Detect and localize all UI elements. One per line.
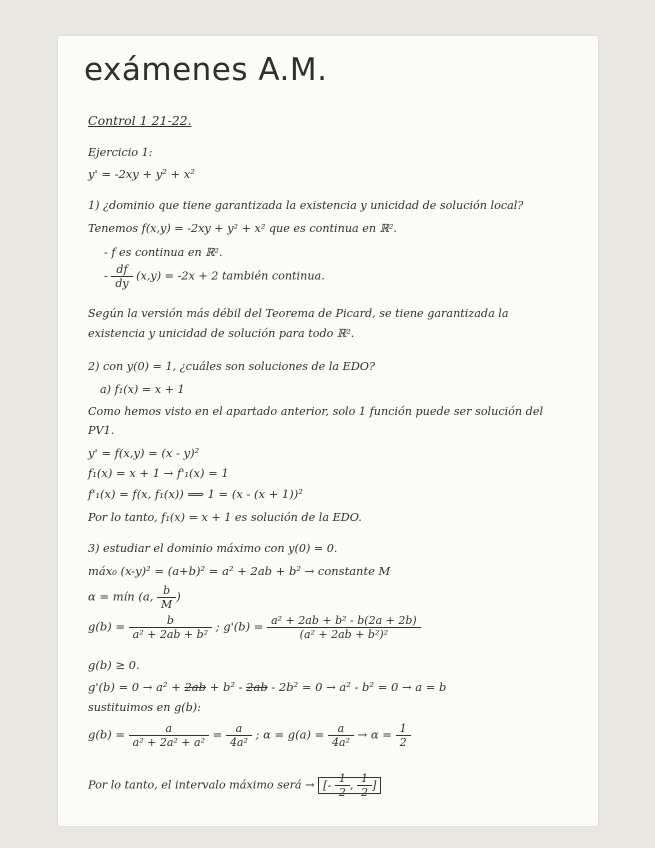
max-bound-line: máx₀ (x-y)² = (a+b)² = a² + 2ab + b² → constante M xyxy=(88,564,391,578)
question-2: 2) con y(0) = 1, ¿cuáles son soluciones de la EDO? xyxy=(88,360,375,373)
bullet-f-continuous: - f es continua en ℝ². xyxy=(104,246,223,259)
picard-line-1: Según la versión más débil del Teorema de Picard, se tiene garantizada la xyxy=(88,307,509,320)
substitution-check: f'₁(x) = f(x, f₁(x)) ⟹ 1 = (x - (x + 1))² xyxy=(88,487,303,501)
alpha-fraction: $\frac{a}{\text{4a²}}$ xyxy=(328,722,354,749)
ode-equation: y' = -2xy + y² + x² xyxy=(88,167,195,181)
g-fraction: $\frac{b}{\text{a² + 2ab + b²}}$ xyxy=(129,614,212,641)
g-prime-fraction: $\frac{\text{a² + 2ab + b² - b(2a + 2b)}}{\text{(a² + 2ab + b²)²}}$ xyxy=(267,614,421,641)
option-a: a) f₁(x) = x + 1 xyxy=(100,383,185,396)
line-f-continuous: Tenemos f(x,y) = -2xy + y² + x² que es continua en ℝ². xyxy=(88,222,397,235)
explanation-line-1: Como hemos visto en el apartado anterior, solo 1 función puede ser solución del xyxy=(88,405,544,418)
partial-derivative-fraction: $\frac{df}{dy}$ xyxy=(111,263,132,290)
exercise-heading: Ejercicio 1: xyxy=(88,146,153,159)
picard-line-2: existencia y unicidad de solución para todo ℝ². xyxy=(88,327,355,340)
partial-derivative-line: - $\frac{df}{dy}$ (x,y) = -2x + 2 también continua. xyxy=(104,263,325,290)
explanation-line-2: PV1. xyxy=(88,424,115,437)
conclusion-2: Por lo tanto, f₁(x) = x + 1 es solución de la EDO. xyxy=(88,511,362,524)
g-nonnegative: g(b) ≥ 0. xyxy=(88,658,140,672)
upper-bound-fraction: $\frac{1}{2}$ xyxy=(357,772,372,799)
page-title: exámenes A.M. xyxy=(84,52,328,88)
substitute-line: sustituimos en g(b): xyxy=(88,701,201,714)
derivative-f1: f₁(x) = x + 1 → f'₁(x) = 1 xyxy=(88,466,229,480)
alpha-result-fraction: $\frac{1}{2}$ xyxy=(396,722,411,749)
g-and-derivative: g(b) = $\frac{b}{\text{a² + 2ab + b²}}$ ; g'(b) = $\frac{\text{a² + 2ab + b² - b(2a + 2b)}}{\text{(a² + 2ab + b²)²}}$ xyxy=(88,614,421,641)
alpha-definition: α = mín (a, $\frac{b}{M}$ ) xyxy=(88,584,181,611)
question-1: 1) ¿dominio que tiene garantizada la existencia y unicidad de solución local? xyxy=(88,199,524,212)
exam-subtitle: Control 1 21-22. xyxy=(88,113,192,128)
ode-rewritten: y' = f(x,y) = (x - y)² xyxy=(88,446,200,460)
final-interval-line: Por lo tanto, el intervalo máximo será → [- $\frac{1}{2}$ , $\frac{1}{2}$ ] xyxy=(88,772,381,799)
lower-bound-fraction: $\frac{1}{2}$ xyxy=(335,772,350,799)
bleed-through-text xyxy=(457,58,597,798)
alpha-computation: g(b) = $\frac{a}{\text{a² + 2a² + a²}}$ = $\frac{a}{\text{4a²}}$ ; α = g(a) = $\frac{a}{\text{4a²}}$ → α = $\frac{1}{2}$ xyxy=(88,722,411,749)
question-3: 3) estudiar el dominio máximo con y(0) = 0. xyxy=(88,542,338,555)
critical-point-line: g'(b) = 0 → a² + 2ab + b² - 2ab - 2b² = 0 → a² - b² = 0 → a = b xyxy=(88,680,447,694)
interval-box: [- $\frac{1}{2}$ , $\frac{1}{2}$ ] xyxy=(318,777,381,794)
g-a-fraction: $\frac{a}{\text{a² + 2a² + a²}}$ xyxy=(129,722,209,749)
b-over-m-fraction: $\frac{b}{M}$ xyxy=(157,584,176,611)
simplified-fraction: $\frac{a}{\text{4a²}}$ xyxy=(226,722,252,749)
